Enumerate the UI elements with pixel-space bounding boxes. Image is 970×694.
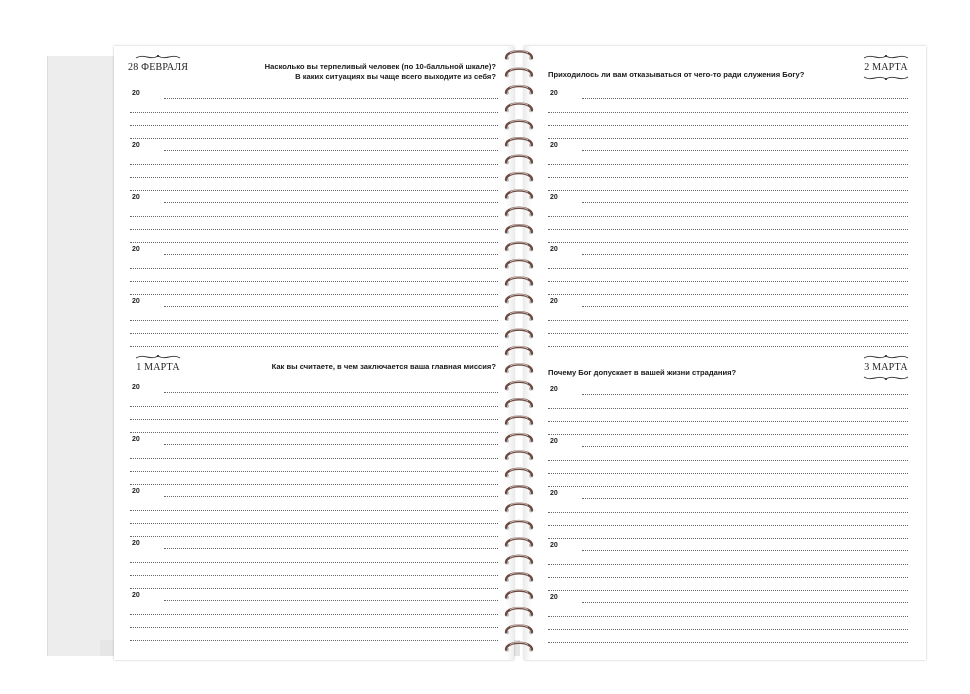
- year-entry[interactable]: [130, 540, 502, 592]
- writing-line[interactable]: [130, 125, 498, 126]
- spiral-ring: [505, 416, 533, 425]
- question-text: [548, 70, 804, 80]
- writing-line[interactable]: [130, 640, 498, 641]
- writing-line[interactable]: [548, 112, 908, 113]
- writing-line[interactable]: [164, 98, 498, 99]
- spiral-ring: [505, 51, 533, 60]
- spiral-ring: [505, 207, 533, 216]
- writing-line[interactable]: [130, 242, 498, 243]
- question-text: [272, 362, 496, 372]
- spiral-ring: [505, 294, 533, 303]
- year-entry[interactable]: [548, 194, 912, 246]
- spiral-ring: [505, 434, 533, 443]
- year-label: 20: [132, 194, 140, 201]
- writing-line[interactable]: [164, 444, 498, 445]
- writing-line[interactable]: [582, 602, 908, 603]
- spiral-ring: [505, 225, 533, 234]
- writing-line[interactable]: [548, 616, 908, 617]
- spiral-ring: [505, 120, 533, 129]
- spiral-ring: [505, 312, 533, 321]
- year-label: 20: [132, 246, 140, 253]
- year-entry[interactable]: [548, 246, 912, 298]
- spiral-ring: [505, 329, 533, 338]
- spiral-ring: [505, 190, 533, 199]
- year-entry[interactable]: [130, 90, 502, 142]
- year-entry[interactable]: [130, 384, 502, 436]
- year-label: 20: [132, 488, 140, 495]
- writing-line[interactable]: [548, 268, 908, 269]
- writing-line[interactable]: [582, 306, 908, 307]
- writing-line[interactable]: [164, 600, 498, 601]
- year-label: 20: [550, 386, 558, 393]
- spiral-ring: [505, 347, 533, 356]
- writing-line[interactable]: [130, 484, 498, 485]
- writing-line[interactable]: [582, 550, 908, 551]
- ornament-icon: [134, 52, 182, 61]
- writing-line[interactable]: [164, 306, 498, 307]
- writing-line[interactable]: [548, 577, 908, 578]
- spiral-ring: [505, 381, 533, 390]
- writing-line[interactable]: [548, 281, 908, 282]
- writing-line[interactable]: [548, 125, 908, 126]
- year-label: 20: [550, 542, 558, 549]
- date-label: 1 МАРТА: [136, 362, 180, 373]
- writing-line[interactable]: [548, 421, 908, 422]
- writing-line[interactable]: [548, 525, 908, 526]
- date-heading: [856, 352, 916, 383]
- writing-line[interactable]: [130, 588, 498, 589]
- spiral-ring: [505, 590, 533, 599]
- question-line: В каких ситуациях вы чаще всего выходите из себя?: [295, 72, 496, 81]
- question-text: [548, 368, 736, 378]
- year-label: 20: [550, 142, 558, 149]
- writing-line[interactable]: [582, 202, 908, 203]
- spiral-ring: [505, 399, 533, 408]
- writing-line[interactable]: [130, 419, 498, 420]
- writing-line[interactable]: [548, 590, 908, 591]
- entry-list: [548, 90, 912, 350]
- year-label: 20: [132, 142, 140, 149]
- writing-line[interactable]: [548, 538, 908, 539]
- year-entry[interactable]: [130, 246, 502, 298]
- writing-line[interactable]: [130, 536, 498, 537]
- writing-line[interactable]: [582, 446, 908, 447]
- writing-line[interactable]: [548, 190, 908, 191]
- spiral-ring: [505, 260, 533, 269]
- spiral-ring: [505, 642, 533, 651]
- year-label: 20: [550, 490, 558, 497]
- writing-line[interactable]: [130, 112, 498, 113]
- spiral-ring: [505, 155, 533, 164]
- year-label: 20: [550, 246, 558, 253]
- entry-section-mar1: [114, 346, 514, 660]
- spiral-ring: [505, 68, 533, 77]
- entry-section-feb28: [114, 46, 514, 346]
- year-label: 20: [132, 436, 140, 443]
- entry-list: [130, 384, 502, 644]
- writing-line[interactable]: [548, 408, 908, 409]
- year-entry[interactable]: [130, 194, 502, 246]
- spiral-binding: [498, 42, 540, 662]
- spiral-ring: [505, 555, 533, 564]
- year-label: 20: [132, 384, 140, 391]
- question-text: [265, 62, 496, 82]
- writing-line[interactable]: [130, 510, 498, 511]
- writing-line[interactable]: [548, 486, 908, 487]
- writing-line[interactable]: [130, 458, 498, 459]
- ornament-icon: [134, 352, 182, 361]
- year-entry[interactable]: [548, 90, 912, 142]
- year-entry[interactable]: [548, 490, 912, 542]
- writing-line[interactable]: [164, 392, 498, 393]
- writing-line[interactable]: [130, 471, 498, 472]
- writing-line[interactable]: [130, 575, 498, 576]
- year-entry[interactable]: [548, 438, 912, 490]
- year-entry[interactable]: [548, 594, 912, 646]
- spiral-ring: [505, 138, 533, 147]
- right-page: [524, 46, 926, 660]
- ornament-icon: [862, 74, 910, 83]
- entry-section-mar2: [524, 46, 926, 346]
- writing-line[interactable]: [130, 177, 498, 178]
- writing-line[interactable]: [548, 473, 908, 474]
- year-label: 20: [550, 90, 558, 97]
- question-line: Почему Бог допускает в вашей жизни страдания?: [548, 368, 737, 377]
- spiral-ring: [505, 573, 533, 582]
- spiral-ring: [505, 451, 533, 460]
- spiral-ring: [505, 86, 533, 95]
- date-label: 3 МАРТА: [864, 362, 908, 373]
- writing-line[interactable]: [130, 190, 498, 191]
- back-cover-edge: [47, 56, 118, 656]
- year-entry[interactable]: [130, 488, 502, 540]
- year-label: 20: [132, 540, 140, 547]
- writing-line[interactable]: [130, 138, 498, 139]
- question-line: Приходилось ли вам отказываться от чего-то ради служения Богу?: [548, 70, 805, 79]
- ornament-icon: [862, 52, 910, 61]
- writing-line[interactable]: [130, 562, 498, 563]
- spiral-ring: [505, 364, 533, 373]
- writing-line[interactable]: [130, 627, 498, 628]
- writing-line[interactable]: [548, 512, 908, 513]
- spiral-ring: [505, 103, 533, 112]
- year-entry[interactable]: [130, 436, 502, 488]
- spiral-ring: [505, 521, 533, 530]
- writing-line[interactable]: [130, 281, 498, 282]
- entry-list: [130, 90, 502, 350]
- writing-line[interactable]: [548, 642, 908, 643]
- writing-line[interactable]: [130, 614, 498, 615]
- writing-line[interactable]: [548, 460, 908, 461]
- writing-line[interactable]: [164, 150, 498, 151]
- writing-line[interactable]: [130, 432, 498, 433]
- ornament-icon: [862, 352, 910, 361]
- year-label: 20: [132, 90, 140, 97]
- year-entry[interactable]: [548, 298, 912, 350]
- spiral-ring: [505, 503, 533, 512]
- writing-line[interactable]: [130, 294, 498, 295]
- year-label: 20: [550, 438, 558, 445]
- writing-line[interactable]: [130, 229, 498, 230]
- year-entry[interactable]: [548, 542, 912, 594]
- entry-list: [548, 386, 912, 646]
- entry-section-mar3: [524, 346, 926, 660]
- writing-line[interactable]: [548, 216, 908, 217]
- writing-line[interactable]: [164, 254, 498, 255]
- year-entry[interactable]: [130, 142, 502, 194]
- writing-line[interactable]: [548, 138, 908, 139]
- writing-line[interactable]: [582, 150, 908, 151]
- date-label: 2 МАРТА: [864, 62, 908, 73]
- writing-line[interactable]: [582, 98, 908, 99]
- spiral-ring: [505, 277, 533, 286]
- writing-line[interactable]: [130, 320, 498, 321]
- writing-line[interactable]: [548, 242, 908, 243]
- writing-line[interactable]: [164, 202, 498, 203]
- writing-line[interactable]: [130, 268, 498, 269]
- writing-line[interactable]: [548, 229, 908, 230]
- spiral-ring: [505, 625, 533, 634]
- year-label: 20: [132, 298, 140, 305]
- writing-line[interactable]: [130, 406, 498, 407]
- date-heading: [856, 52, 916, 83]
- writing-line[interactable]: [130, 216, 498, 217]
- writing-line[interactable]: [548, 164, 908, 165]
- writing-line[interactable]: [582, 254, 908, 255]
- spiral-ring: [505, 173, 533, 182]
- writing-line[interactable]: [130, 333, 498, 334]
- writing-line[interactable]: [548, 320, 908, 321]
- spiral-ring: [505, 486, 533, 495]
- spiral-ring: [505, 538, 533, 547]
- year-entry[interactable]: [130, 592, 502, 644]
- writing-line[interactable]: [130, 164, 498, 165]
- year-label: 20: [550, 194, 558, 201]
- year-label: 20: [132, 592, 140, 599]
- writing-line[interactable]: [548, 177, 908, 178]
- writing-line[interactable]: [548, 333, 908, 334]
- ornament-icon: [862, 374, 910, 383]
- writing-line[interactable]: [164, 548, 498, 549]
- writing-line[interactable]: [548, 564, 908, 565]
- spiral-ring: [505, 468, 533, 477]
- spiral-ring: [505, 608, 533, 617]
- left-page: [114, 46, 514, 660]
- writing-line[interactable]: [548, 629, 908, 630]
- date-heading: [128, 52, 188, 74]
- year-entry[interactable]: [548, 386, 912, 438]
- date-label: 28 ФЕВРАЛЯ: [128, 62, 189, 73]
- spiral-ring: [505, 242, 533, 251]
- writing-line[interactable]: [548, 294, 908, 295]
- writing-line[interactable]: [582, 394, 908, 395]
- year-entry[interactable]: [130, 298, 502, 350]
- year-label: 20: [550, 298, 558, 305]
- writing-line[interactable]: [164, 496, 498, 497]
- question-line: Насколько вы терпеливый человек (по 10-балльной шкале)?: [264, 62, 496, 71]
- year-entry[interactable]: [548, 142, 912, 194]
- writing-line[interactable]: [582, 498, 908, 499]
- year-label: 20: [550, 594, 558, 601]
- writing-line[interactable]: [130, 523, 498, 524]
- date-heading: [128, 352, 188, 374]
- question-line: Как вы считаете, в чем заключается ваша главная миссия?: [271, 362, 496, 371]
- writing-line[interactable]: [548, 434, 908, 435]
